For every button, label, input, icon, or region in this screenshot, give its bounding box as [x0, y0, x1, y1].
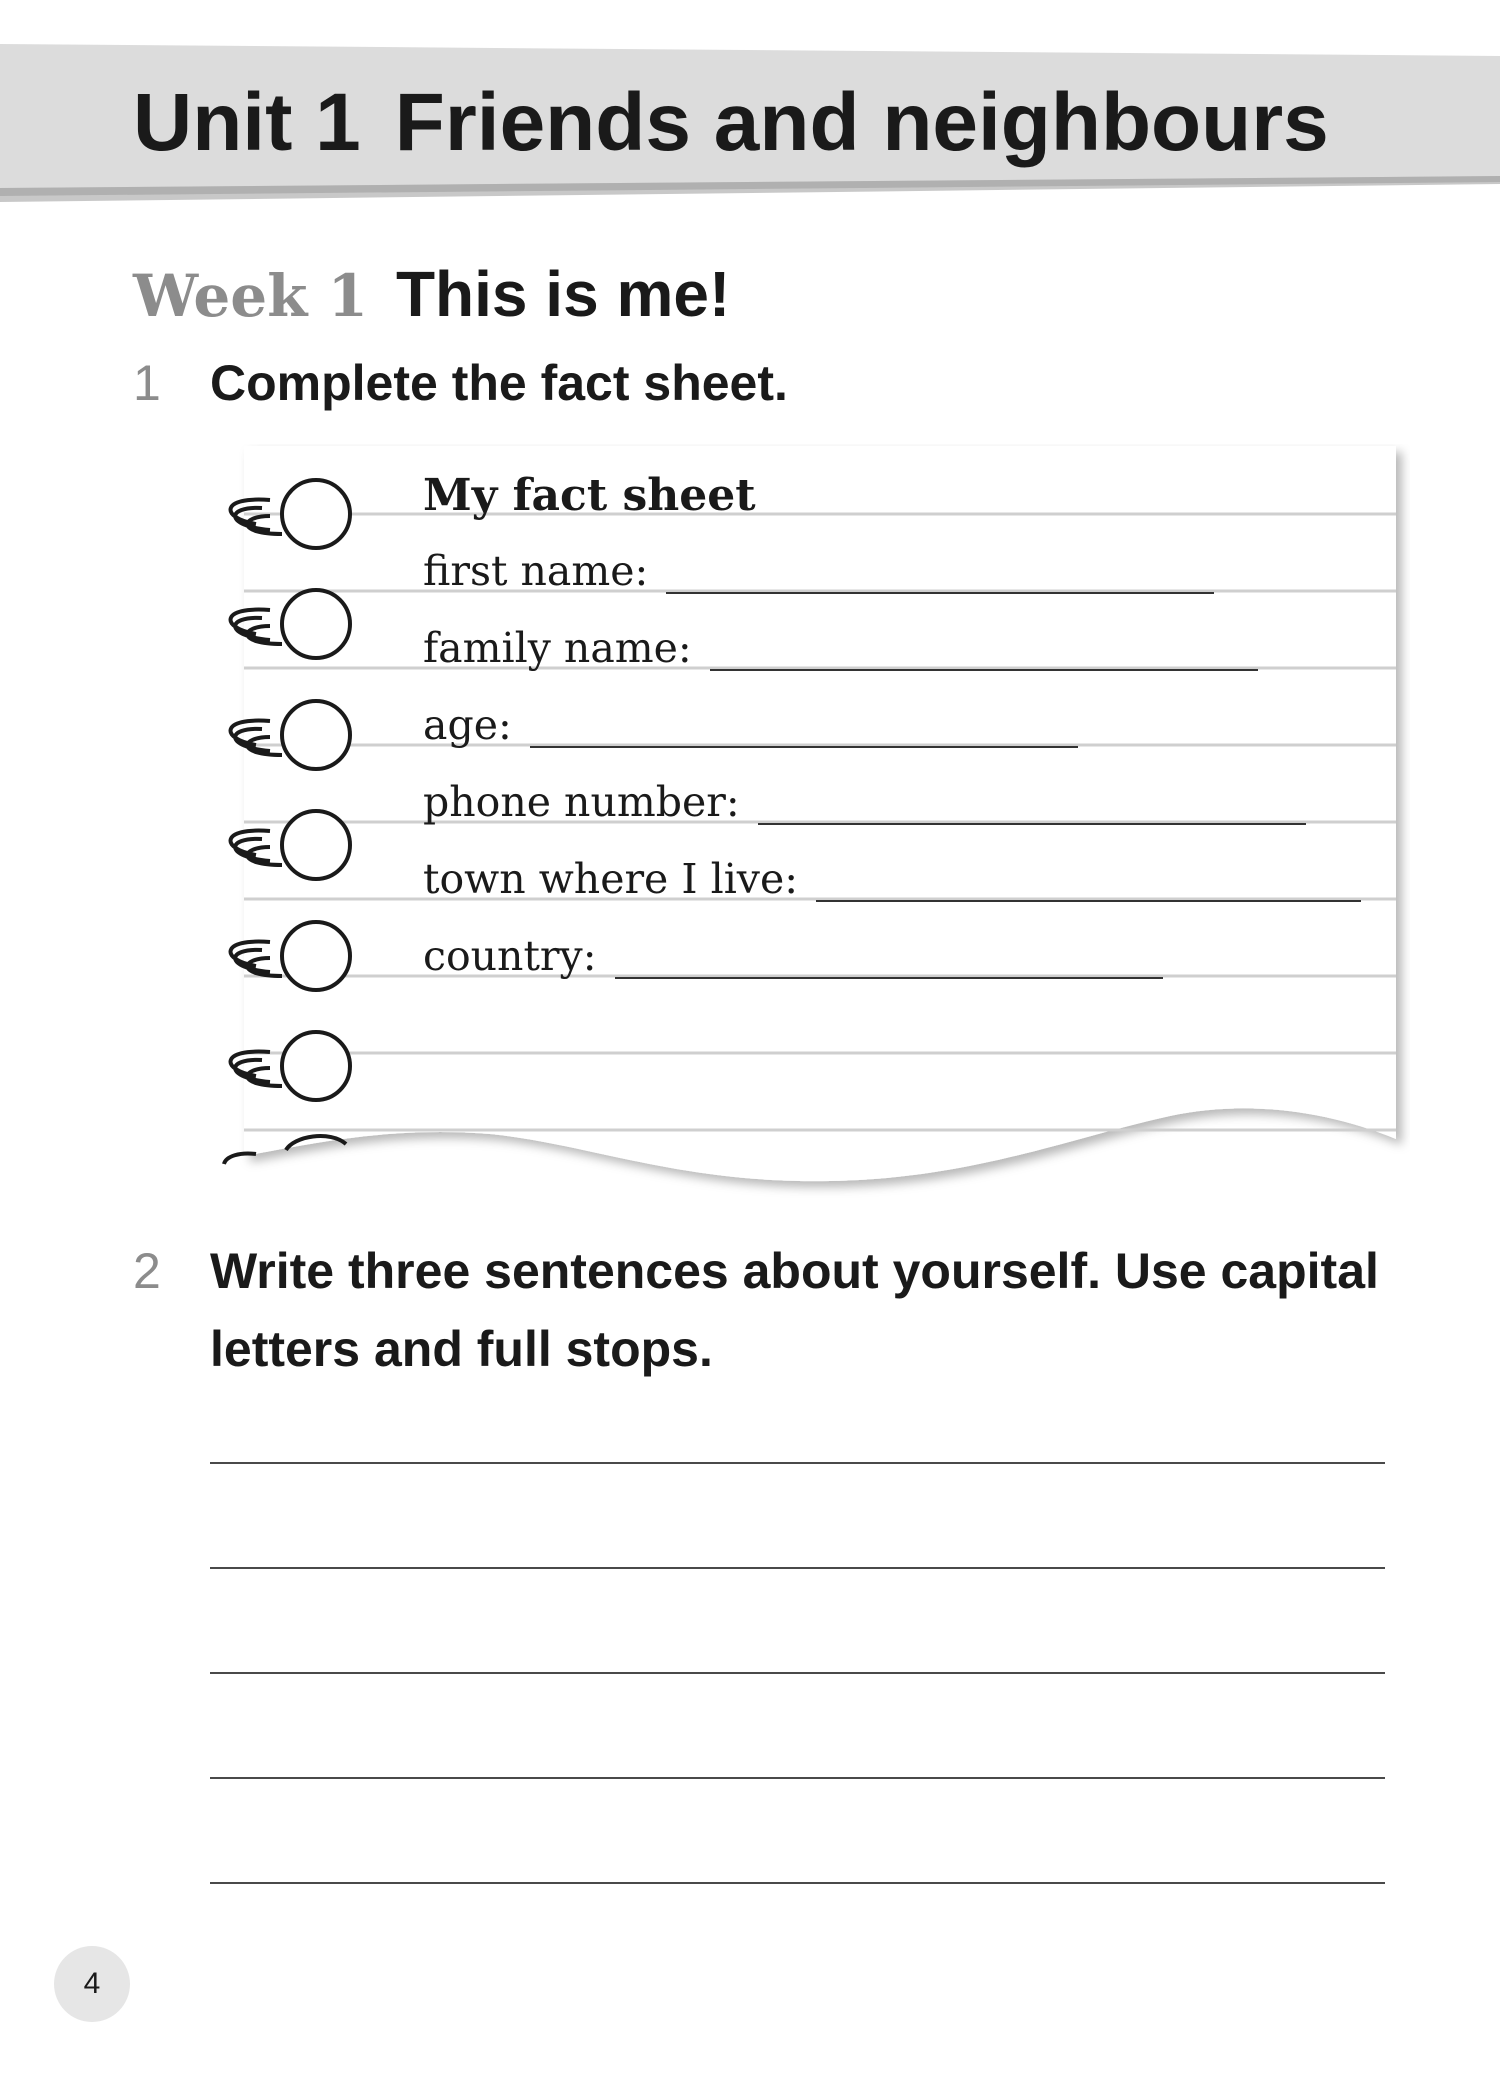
field-label: first name: — [423, 547, 649, 595]
page-number: 4 — [54, 1946, 130, 2022]
writing-line[interactable] — [210, 1462, 1385, 1464]
field-town — [423, 846, 1361, 906]
field-country — [423, 923, 1163, 983]
question-text: Complete the fact sheet. — [210, 355, 788, 411]
field-label: age: — [423, 701, 512, 749]
field-family-name — [423, 615, 1258, 675]
question-1 — [133, 344, 1410, 422]
writing-line[interactable] — [210, 1882, 1385, 1884]
writing-line[interactable] — [210, 1672, 1385, 1674]
answer-line-age[interactable] — [530, 746, 1078, 748]
question-text: Write three sentences about yourself. Use capital letters and full stops. — [210, 1243, 1379, 1377]
field-label: country: — [423, 932, 597, 980]
unit-number: Unit 1 — [133, 77, 361, 168]
answer-line-country[interactable] — [615, 977, 1163, 979]
field-label: town where I live: — [423, 855, 799, 903]
writing-line[interactable] — [210, 1777, 1385, 1779]
question-2 — [133, 1232, 1410, 1388]
answer-line-first-name[interactable] — [666, 592, 1214, 594]
field-phone-number — [423, 769, 1306, 829]
question-number: 1 — [133, 355, 161, 411]
field-label: phone number: — [423, 778, 740, 826]
fact-sheet-notebook — [210, 444, 1410, 1214]
fact-sheet-heading: My fact sheet — [423, 470, 756, 521]
field-label: family name: — [423, 624, 692, 672]
question-number: 2 — [133, 1243, 161, 1299]
week-label: Week 1 — [133, 262, 368, 330]
field-age — [423, 692, 1078, 752]
week-title: This is me! — [395, 258, 731, 330]
field-first-name — [423, 538, 1214, 598]
answer-line-family-name[interactable] — [710, 669, 1258, 671]
unit-name: Friends and neighbours — [394, 77, 1329, 168]
week-heading — [133, 258, 731, 330]
writing-line[interactable] — [210, 1567, 1385, 1569]
answer-line-town[interactable] — [816, 900, 1361, 902]
answer-line-phone-number[interactable] — [758, 823, 1306, 825]
unit-title — [133, 77, 1329, 168]
